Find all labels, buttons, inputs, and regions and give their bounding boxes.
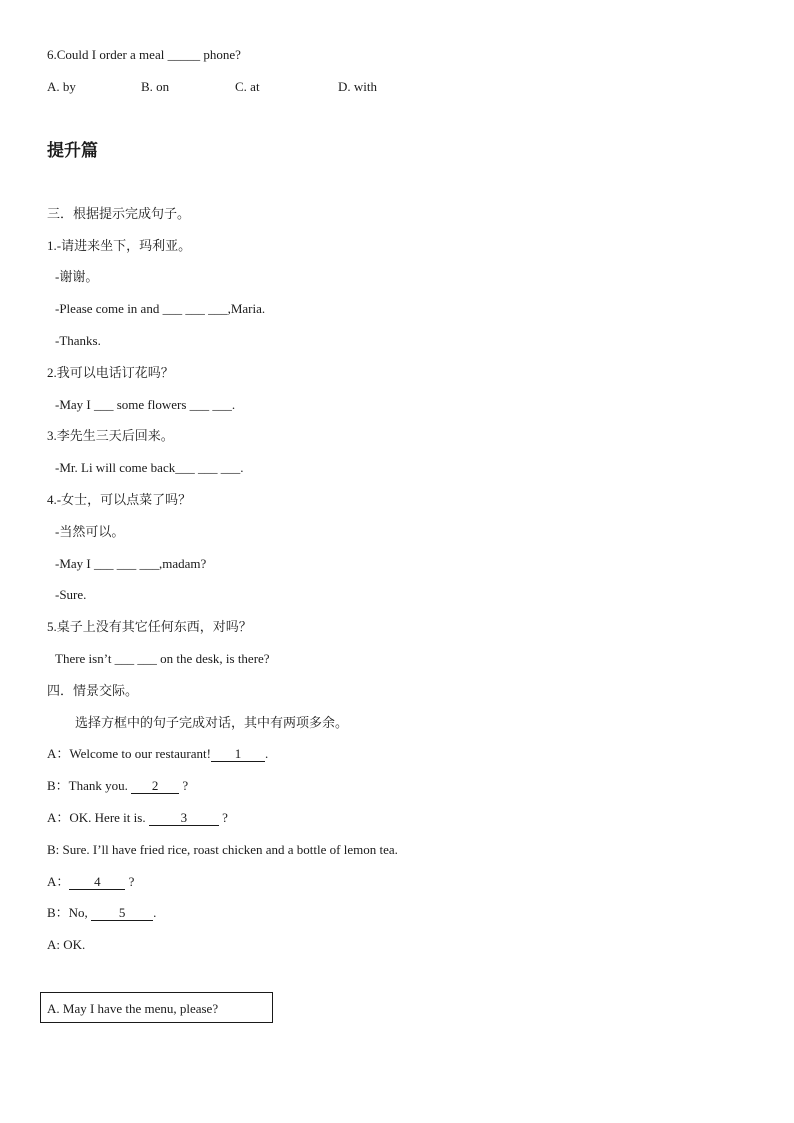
- part3-title: 三．根据提示完成句子。: [47, 206, 191, 221]
- dialog-text: ?: [125, 874, 135, 889]
- part3-line-12: -Sure.: [55, 587, 87, 602]
- dialog-text: .: [264, 746, 269, 761]
- part3-line-4: -Thanks.: [55, 333, 101, 348]
- dialog-text: B：Thank you.: [47, 778, 132, 793]
- part3-line-6: -May I ___ some flowers ___ ___.: [55, 397, 236, 412]
- part3-line-9: 4.-女士，可以点菜了吗？: [47, 492, 192, 507]
- dialog-line-4: [47, 842, 398, 858]
- part3-line-13: 5.桌子上没有其它任何东西，对吗？: [47, 619, 252, 634]
- dialog-line-6: [47, 905, 156, 921]
- answer-blank-4: 4: [69, 875, 125, 890]
- part3-line-8: -Mr. Li will come back___ ___ ___.: [55, 460, 244, 475]
- answer-blank-3: 3: [149, 811, 219, 826]
- part3-line-7: 3.李先生三天后回来。: [47, 428, 174, 443]
- option-c: C. at: [235, 79, 260, 94]
- option-b: B. on: [141, 79, 170, 94]
- section-title: 提升篇: [47, 141, 98, 161]
- option-d: D. with: [338, 79, 377, 94]
- dialog-line-2: [47, 778, 188, 794]
- part3-line-1: 1.-请进来坐下，玛利亚。: [47, 238, 192, 253]
- part4-instruction: 选择方框中的句子完成对话，其中有两项多余。: [75, 715, 349, 730]
- dialog-line-7: [47, 937, 85, 953]
- dialog-text: A：: [47, 874, 70, 889]
- option-a: A. by: [47, 79, 76, 94]
- part3-line-11: -May I ___ ___ ___,madam?: [55, 556, 207, 571]
- dialog-text: A: OK.: [47, 937, 86, 952]
- part4-title: 四．情景交际。: [47, 683, 139, 698]
- answer-blank-2: 2: [131, 779, 179, 794]
- dialog-text: B：No,: [47, 905, 92, 920]
- part3-line-3: -Please come in and ___ ___ ___,Maria.: [55, 301, 266, 316]
- dialog-text: ?: [218, 810, 228, 825]
- dialog-line-5: [47, 874, 134, 890]
- dialog-text: A：OK. Here it is.: [47, 810, 149, 825]
- box-option-a: A. May I have the menu, please?: [47, 1001, 219, 1016]
- answer-blank-5: 5: [91, 906, 153, 921]
- dialog-line-1: [47, 746, 268, 762]
- options-box: [40, 992, 273, 1023]
- part3-line-2: -谢谢。: [55, 269, 99, 284]
- answer-blank-1: 1: [211, 747, 265, 762]
- dialog-text: B: Sure. I’ll have fried rice, roast chicken and a bottle of lemon tea.: [47, 842, 398, 857]
- dialog-text: A：Welcome to our restaurant!: [47, 746, 211, 761]
- part3-line-5: 2.我可以电话订花吗？: [47, 365, 174, 380]
- dialog-line-3: [47, 810, 228, 826]
- dialog-text: ?: [179, 778, 189, 793]
- dialog-text: .: [153, 905, 157, 920]
- question-6-stem: 6.Could I order a meal _____ phone?: [47, 47, 241, 62]
- part3-line-10: -当然可以。: [55, 524, 125, 539]
- part3-line-14: There isn’t ___ ___ on the desk, is there?: [55, 651, 270, 666]
